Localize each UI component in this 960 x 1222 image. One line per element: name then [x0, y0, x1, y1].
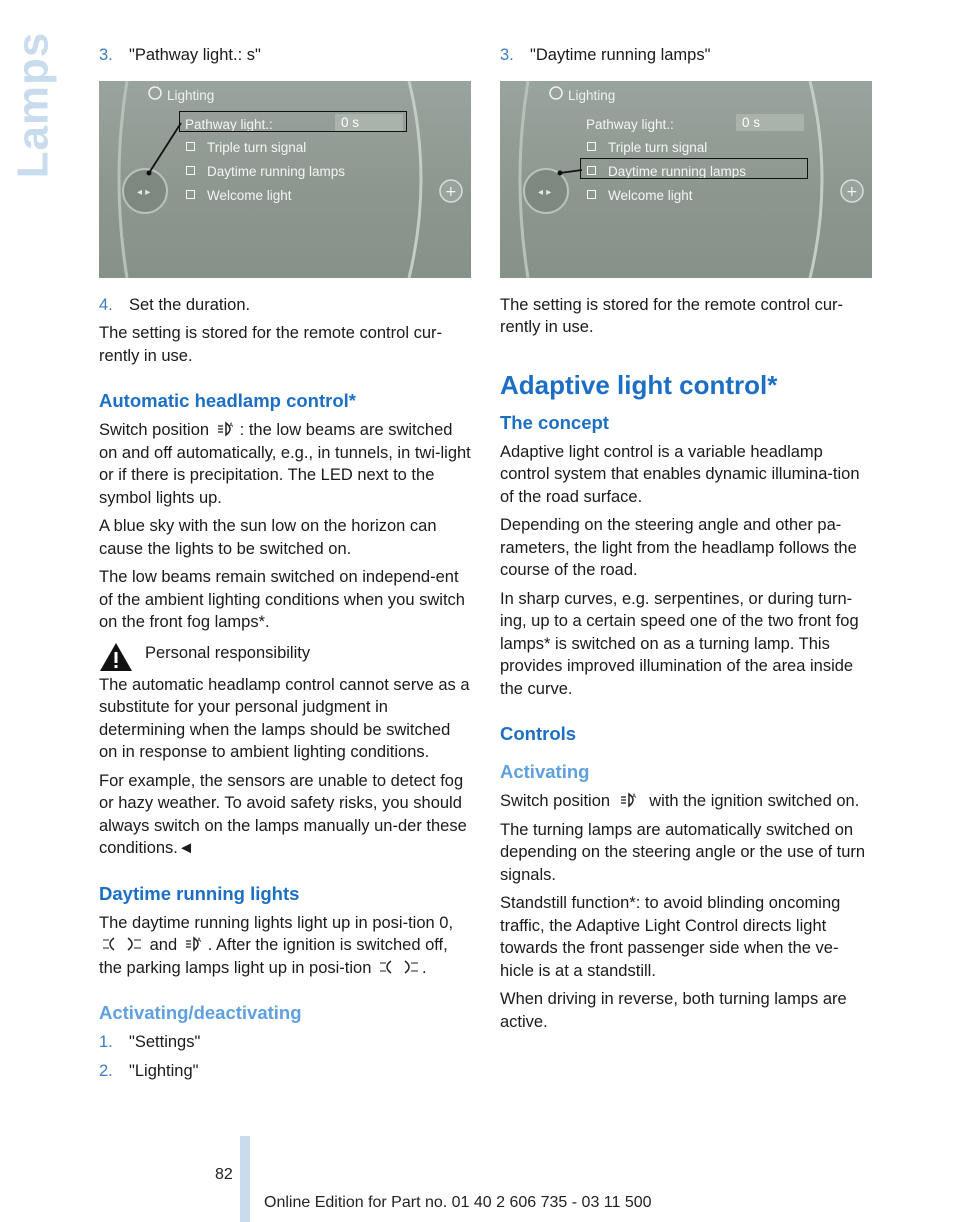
svg-text:A: A	[631, 793, 636, 800]
activating-paragraph-1	[500, 790, 872, 813]
auto-paragraph-3: The low beams remain switched on independ-ent of the ambient lighting conditions when you switch on the front fog lamps*.	[99, 568, 465, 631]
idrive-screen-daytime	[500, 81, 872, 278]
parking-lamp-icon	[102, 935, 142, 953]
text: .	[422, 958, 427, 977]
heading-daytime: Daytime running lights	[99, 882, 300, 904]
text: Switch position	[500, 792, 611, 810]
idrive-screen-pathway	[99, 81, 471, 278]
gear-icon	[149, 87, 161, 99]
right-column	[500, 44, 872, 1039]
chapter-tab	[8, 30, 58, 180]
step-text: "Daytime running lamps"	[530, 46, 711, 64]
warning-block	[99, 642, 471, 672]
text: . After the ignition is switched off, the parking lamps light up in posi-tion	[99, 936, 448, 977]
concept-paragraph-3: In sharp curves, e.g. serpentines, or during turn-ing, up to a certain speed one of the two front fog lamps* is switched on as a turning lamp. This provides improved illumination of the area inside the curve.	[500, 589, 859, 698]
pathway-label: Pathway light.:	[586, 116, 674, 132]
option-welcome: Welcome light	[608, 187, 693, 203]
checkbox	[186, 190, 195, 199]
activating-paragraph-3: Standstill function*: to avoid blinding oncoming traffic, the Adaptive Light Control directs light towards the front passenger side when the ve-hicle is at a standstill.	[500, 894, 841, 980]
svg-text:◂ ▸: ◂ ▸	[137, 186, 151, 198]
step-2	[99, 1060, 471, 1083]
checkbox	[587, 190, 596, 199]
checkbox	[186, 166, 195, 175]
auto-headlamp-icon	[618, 791, 642, 809]
svg-text:A: A	[196, 937, 201, 944]
step-4	[99, 294, 471, 317]
chapter-tab-label: Lamps	[8, 31, 58, 179]
text: and	[149, 936, 178, 954]
heading-concept: The concept	[500, 411, 609, 433]
daytime-paragraph	[99, 912, 471, 980]
highlight-frame	[179, 111, 407, 132]
parking-lamp-icon	[379, 958, 419, 976]
step-text: "Settings"	[129, 1033, 201, 1051]
activating-paragraph-2: The turning lamps are automatically switched on depending on the steering angle or the use of turn signals.	[500, 820, 866, 884]
step-number: 2.	[99, 1061, 113, 1080]
checkbox	[587, 142, 596, 151]
text: with the ignition switched on.	[649, 792, 860, 810]
option-daytime: Daytime running lamps	[207, 163, 346, 179]
step-3-pathway	[99, 44, 471, 67]
concept-paragraph-1: Adaptive light control is a variable headlamp control system that enables dynamic illumina-tion of the road surface.	[500, 442, 860, 506]
text: Switch position	[99, 421, 210, 439]
screen-title: Lighting	[568, 87, 616, 103]
heading-controls: Controls	[500, 723, 577, 744]
pathway-value: 0 s	[335, 114, 403, 131]
checkbox	[186, 142, 195, 151]
auto-headlamp-icon	[217, 420, 237, 438]
text: : the low beams are switched on and off automatically, e.g., in tunnels, in twi-light or if there is precipitation. The LED next to the symbol lights up.	[99, 421, 471, 507]
step-number: 4.	[99, 295, 113, 314]
heading-activating: Activating	[500, 761, 590, 782]
auto-headlamp-icon	[185, 935, 205, 953]
text: The daytime running lights light up in posi-tion 0,	[99, 913, 454, 932]
left-column	[99, 44, 471, 1088]
heading-adaptive-light: Adaptive light control*	[500, 369, 778, 400]
stored-note: The setting is stored for the remote control cur-rently in use.	[99, 324, 442, 365]
step-number: 3.	[99, 46, 113, 64]
svg-text:+: +	[445, 183, 457, 200]
page-number: 82	[215, 1166, 233, 1183]
option-triple-turn: Triple turn signal	[608, 139, 708, 155]
option-welcome: Welcome light	[207, 187, 292, 203]
pathway-label: Pathway light.:	[185, 116, 273, 132]
footer-bar	[240, 1136, 250, 1222]
concept-paragraph-2: Depending on the steering angle and other pa-rameters, the light from the headlamp follows the course of the road.	[500, 516, 857, 579]
heading-activating-deactivating: Activating/deactivating	[99, 1002, 302, 1023]
screen-title: Lighting	[167, 87, 215, 103]
stored-note: The setting is stored for the remote control cur-rently in use.	[500, 295, 843, 336]
svg-text:+: +	[846, 183, 858, 200]
edition-line: Online Edition for Part no. 01 40 2 606 735 - 03 11 500	[264, 1194, 652, 1211]
step-text: "Lighting"	[129, 1061, 199, 1080]
auto-paragraph-2: A blue sky with the sun low on the horizon can cause the lights to be switched on.	[99, 517, 437, 558]
warning-text-2: For example, the sensors are unable to detect fog or hazy weather. To avoid safety risks, you should always switch on the lamps manually un-der these conditions.◄	[99, 771, 467, 857]
pathway-value: 0 s	[736, 114, 804, 131]
warning-triangle-icon	[99, 642, 133, 672]
gear-icon	[550, 87, 562, 99]
warning-title: Personal responsibility	[145, 643, 311, 662]
step-number: 1.	[99, 1033, 113, 1051]
option-daytime: Daytime running lamps	[608, 163, 747, 179]
step-text: "Pathway light.: s"	[129, 46, 261, 64]
option-triple-turn: Triple turn signal	[207, 139, 307, 155]
step-1	[99, 1031, 471, 1054]
step-3-daytime	[500, 44, 872, 67]
auto-paragraph-1	[99, 419, 471, 509]
highlight-frame	[580, 158, 808, 179]
activating-paragraph-4: When driving in reverse, both turning lamps are active.	[500, 990, 847, 1031]
svg-text:A: A	[228, 422, 233, 429]
step-number: 3.	[500, 46, 514, 64]
warning-text: The automatic headlamp control cannot serve as a substitute for your personal judgment in determining when the lamps should be switched on in response to ambient lighting conditions.	[99, 675, 470, 761]
step-text: Set the duration.	[129, 295, 251, 314]
svg-text:◂ ▸: ◂ ▸	[538, 186, 552, 198]
heading-auto-headlamp: Automatic headlamp control*	[99, 390, 356, 411]
